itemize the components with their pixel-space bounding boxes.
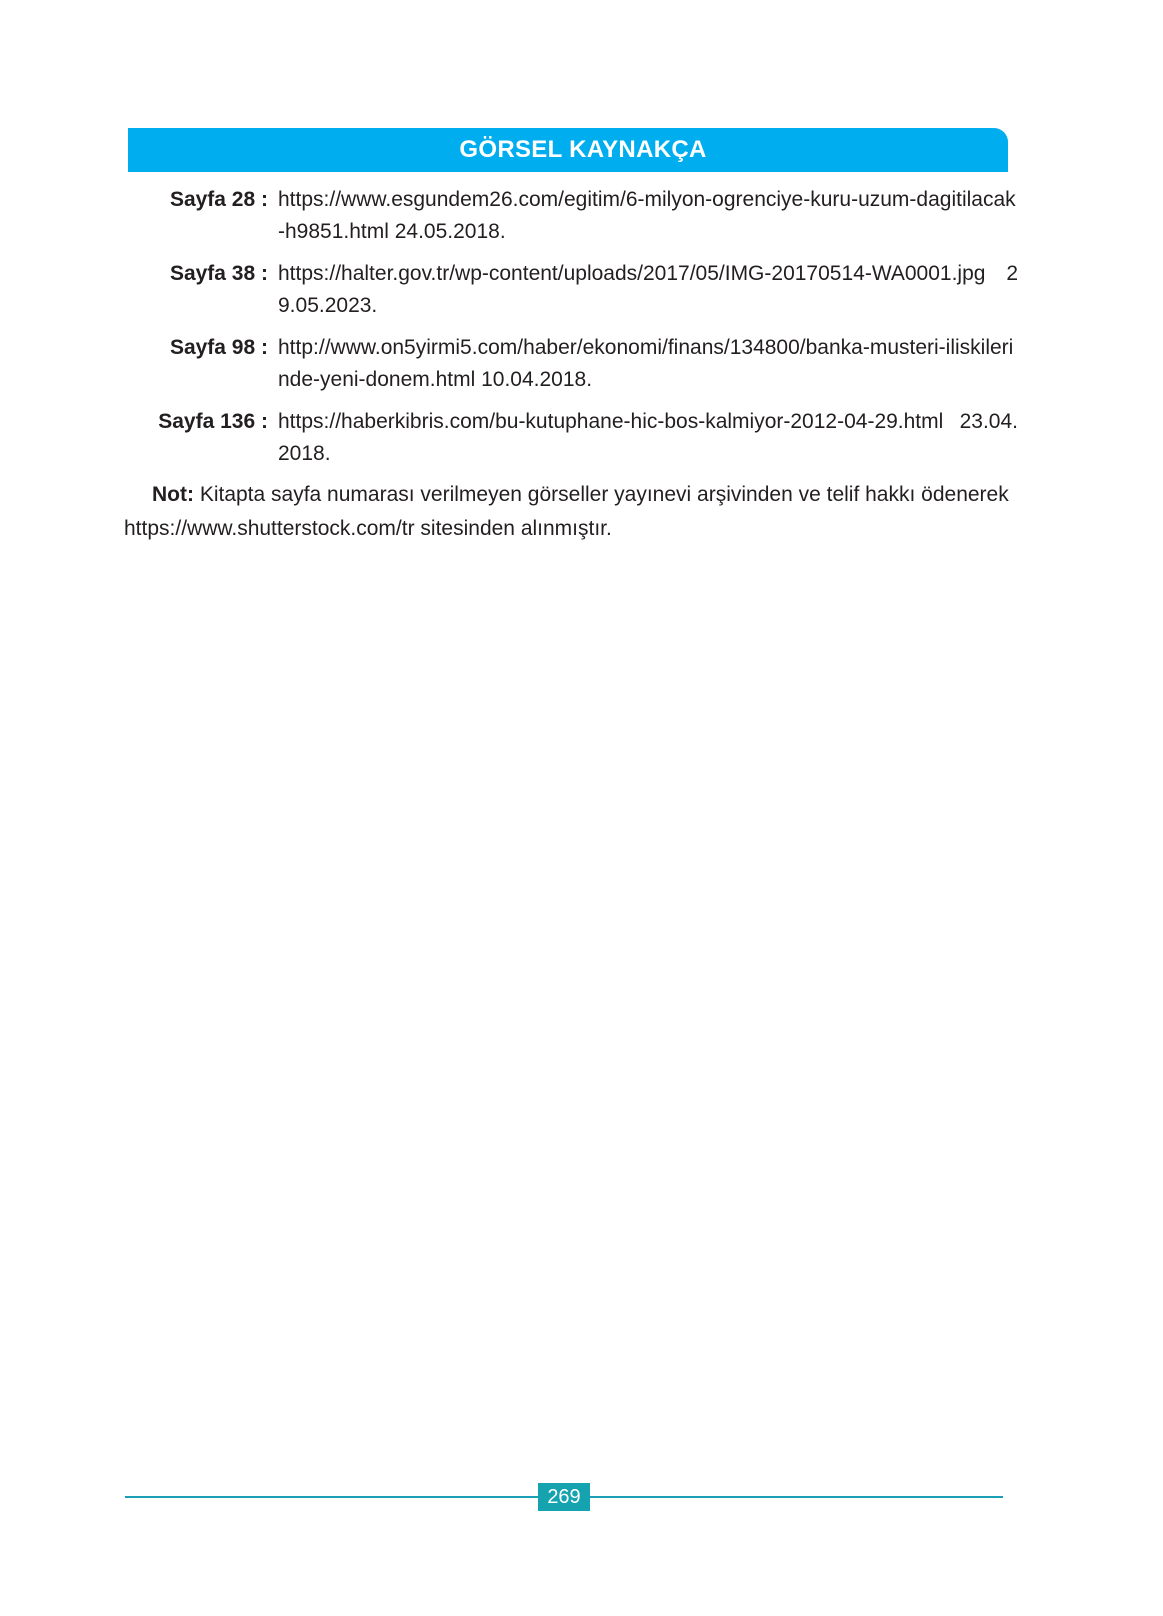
reference-entry <box>128 258 1018 322</box>
footer-divider-left <box>125 1496 538 1498</box>
section-title: GÖRSEL KAYNAKÇA <box>459 136 707 163</box>
reference-page-label: Sayfa 98 : <box>169 336 268 359</box>
note-label: Not: <box>152 483 194 506</box>
reference-entry <box>128 406 1018 470</box>
reference-source-text: https://haberkibris.com/bu-kutuphane-hic-bos-kalmiyor-2012-04-29.html 23.04.2018. <box>278 410 1018 465</box>
reference-source-text: https://www.esgundem26.com/egitim/6-milyon-ogrenciye-kuru-uzum-dagitilacak-h9851.html 24.05.2018. <box>278 188 1016 243</box>
reference-page-label: Sayfa 38 : <box>169 262 268 285</box>
reference-list <box>128 184 1018 480</box>
note-paragraph <box>124 478 1014 546</box>
section-header-bar <box>128 128 1008 172</box>
reference-page-label: Sayfa 136 : <box>158 410 268 433</box>
reference-entry <box>128 184 1018 248</box>
reference-page-label: Sayfa 28 : <box>169 188 268 211</box>
note-text: Kitapta sayfa numarası verilmeyen görseller yayınevi arşivinden ve telif hakkı ödenerek https://www.shutterstock.com/tr sitesinden alınmıştır. <box>124 483 1009 540</box>
reference-source-text: https://halter.gov.tr/wp-content/uploads/2017/05/IMG-20170514-WA0001.jpg 29.05.2023. <box>278 262 1018 317</box>
reference-entry <box>128 332 1018 396</box>
footer-divider-right <box>590 1496 1003 1498</box>
reference-source-text: http://www.on5yirmi5.com/haber/ekonomi/finans/134800/banka-musteri-iliskilerinde-yeni-donem.html 10.04.2018. <box>278 336 1014 391</box>
page-number-badge: 269 <box>538 1483 590 1511</box>
